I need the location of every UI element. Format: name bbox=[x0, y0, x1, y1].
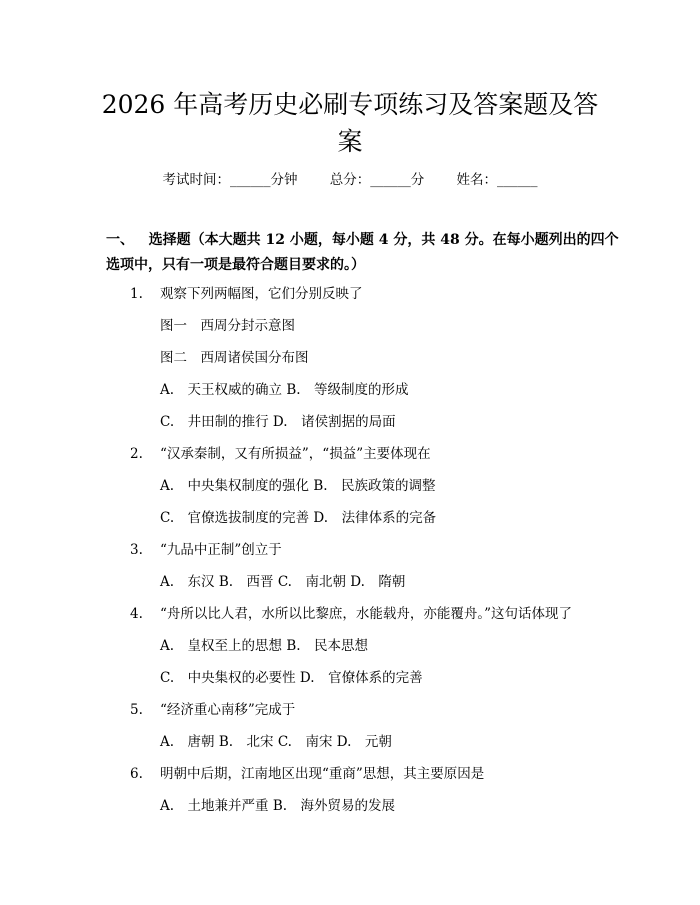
figure-caption-1: 图一 西周分封示意图 bbox=[160, 318, 295, 334]
option-line: A. 天王权威的确立 B. 等级制度的形成 bbox=[160, 382, 409, 398]
option-line: C. 中央集权的必要性 D. 官僚体系的完善 bbox=[160, 670, 423, 686]
option-line: A. 唐朝 B. 北宋 C. 南宋 D. 元朝 bbox=[160, 734, 392, 750]
question-4-stem bbox=[130, 602, 572, 622]
option-line: A. 东汉 B. 西晋 C. 南北朝 D. 隋朝 bbox=[160, 574, 406, 590]
question-number: 4. bbox=[130, 606, 143, 622]
section-heading bbox=[106, 228, 626, 278]
question-text: 明朝中后期，江南地区出现“重商”思想，其主要原因是 bbox=[160, 766, 485, 782]
section-instructions: 选择题（本大题共 12 小题，每小题 4 分，共 48 分。在每小题列出的四个选项中，只有一项是最符合题目要求的。） bbox=[106, 232, 619, 273]
question-text: “九品中正制”创立于 bbox=[160, 542, 282, 558]
question-text: “汉承秦制，又有所损益”，“损益”主要体现在 bbox=[160, 446, 431, 462]
question-text: “舟所以比人君，水所以比黎庶，水能载舟，亦能覆舟。”这句话体现了 bbox=[160, 606, 573, 622]
question-5-stem bbox=[130, 698, 295, 718]
total-score-field: 总分：______分 bbox=[329, 172, 425, 188]
section-number: 一、 bbox=[106, 232, 134, 248]
exam-info bbox=[0, 168, 700, 188]
page-title: 2026 年高考历史必刷专项练习及答案题及答案 bbox=[101, 90, 599, 156]
option-line: A. 土地兼并严重 B. 海外贸易的发展 bbox=[160, 798, 396, 814]
question-text: “经济重心南移”完成于 bbox=[160, 702, 296, 718]
option-line: C. 官僚选拔制度的完善 D. 法律体系的完备 bbox=[160, 510, 437, 526]
question-3-stem bbox=[130, 538, 282, 558]
question-text: 观察下列两幅图，它们分别反映了 bbox=[160, 286, 363, 302]
question-number: 2. bbox=[130, 446, 143, 462]
option-line: A. 中央集权制度的强化 B. 民族政策的调整 bbox=[160, 478, 436, 494]
question-6-stem bbox=[130, 762, 484, 782]
question-number: 3. bbox=[130, 542, 143, 558]
student-name-field: 姓名：______ bbox=[456, 172, 538, 188]
figure-caption-2: 图二 西周诸侯国分布图 bbox=[160, 350, 309, 366]
question-2-stem bbox=[130, 442, 431, 462]
option-line: C. 井田制的推行 D. 诸侯割据的局面 bbox=[160, 414, 396, 430]
option-line: A. 皇权至上的思想 B. 民本思想 bbox=[160, 638, 369, 654]
question-number: 1. bbox=[130, 286, 143, 302]
question-1-stem bbox=[130, 282, 363, 302]
exam-time-field: 考试时间：______分钟 bbox=[162, 172, 298, 188]
question-number: 5. bbox=[130, 702, 143, 718]
question-number: 6. bbox=[130, 766, 143, 782]
